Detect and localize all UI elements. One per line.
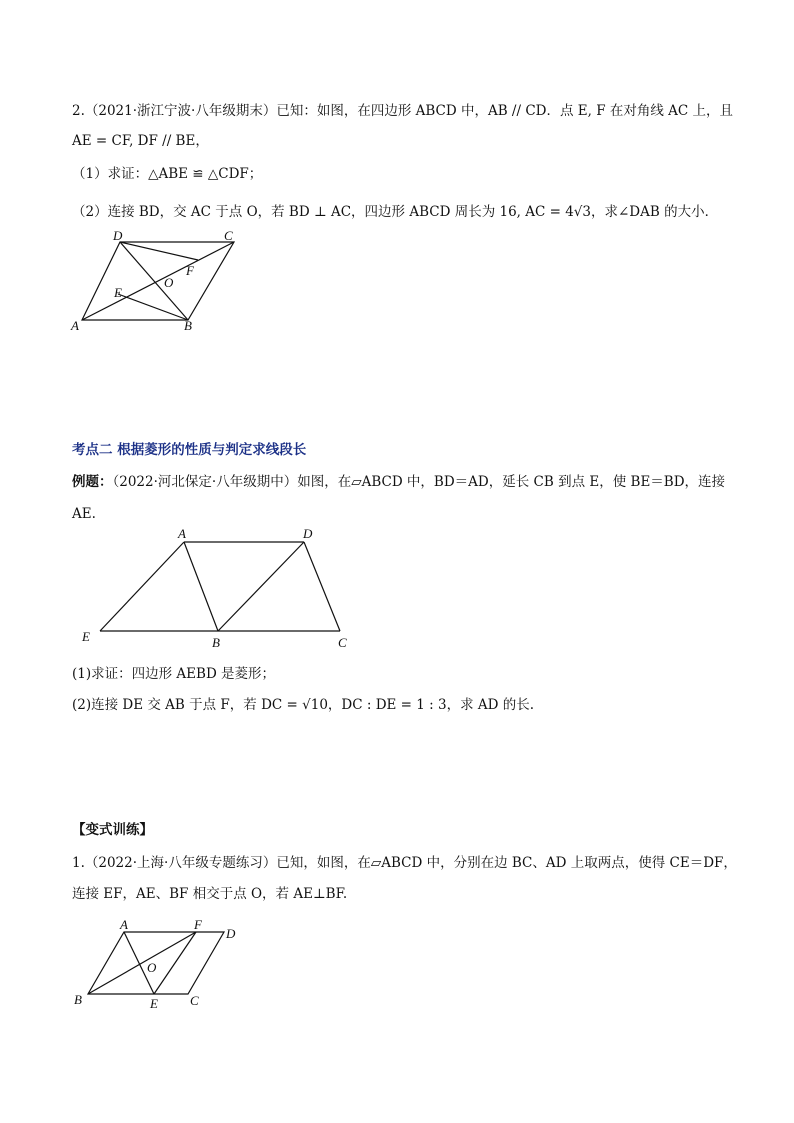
figure2-label-c: C (338, 635, 347, 650)
figure1-label-f: F (186, 263, 194, 278)
figure2-label-a: A (178, 528, 186, 541)
figure2-label-b: B (212, 635, 220, 650)
figure1-diagonal-bd (120, 242, 188, 320)
figure1-label-b: B (184, 318, 192, 333)
example-line2: AE. (72, 506, 96, 522)
figure1-label-o: O (164, 275, 174, 290)
figure2-line-ea (100, 542, 184, 631)
figure2-line-dc (304, 542, 340, 631)
figure2-label-e: E (82, 629, 90, 644)
figure3-label-c: C (190, 993, 199, 1008)
figure3-label-o: O (147, 960, 157, 975)
example-text: （2022·河北保定·八年级期中）如图，在▱ABCD 中，BD＝AD，延长 CB 到点 E，使 BE＝BD，连接 (112, 474, 726, 490)
problem2-line1: 2.（2021·浙江宁波·八年级期末）已知：如图，在四边形 ABCD 中，AB // CD．点 E, F 在对角线 AC 上，且 (72, 103, 734, 119)
figure1-label-a: A (71, 318, 79, 333)
figure3-label-d: D (226, 926, 236, 941)
figure1-label-d: D (113, 230, 123, 243)
figure1-label-c: C (224, 230, 233, 243)
figure3-label-e: E (150, 996, 158, 1011)
example-line1 (72, 472, 725, 492)
problem2-part2: （2）连接 BD，交 AC 于点 O，若 BD ⊥ AC，四边形 ABCD 周长为 16, AC = 4√3，求∠DAB 的大小． (72, 204, 719, 220)
figure1-label-e: E (114, 285, 122, 300)
figure3-line-bf (88, 932, 196, 994)
figure2-line-bd (218, 542, 304, 631)
problem2-part1: （1）求证：△ABE ≌ △CDF； (72, 166, 263, 182)
example-q2: (2)连接 DE 交 AB 于点 F，若 DC = √10，DC : DE = 1 : 3，求 AD 的长. (72, 697, 535, 713)
figure2-line-ab (184, 542, 218, 631)
example-label: 例题： (72, 474, 113, 490)
practice-line1: 1.（2022·上海·八年级专题练习）已知，如图，在▱ABCD 中，分别在边 BC、AD 上取两点，使得 CE＝DF， (72, 855, 737, 871)
problem2-line2: AE = CF, DF // BE， (72, 133, 209, 149)
figure1-segment-df (120, 242, 198, 260)
figure1-segment-be (118, 294, 188, 320)
figure2-label-d: D (303, 528, 313, 541)
figure-parallelogram-practice (70, 912, 250, 1012)
figure-rhombus-aebd (78, 528, 368, 653)
figure3-label-f: F (194, 917, 202, 932)
figure3-label-b: B (74, 992, 82, 1007)
example-q1: (1)求证：四边形 AEBD 是菱形； (72, 666, 276, 682)
practice-heading: 【变式训练】 (72, 822, 153, 838)
practice-line2: 连接 EF，AE、BF 相交于点 O，若 AE⊥BF. (72, 886, 348, 902)
figure3-label-a: A (120, 917, 128, 932)
figure-quadrilateral-abcd (68, 230, 248, 335)
section2-heading: 考点二 根据菱形的性质与判定求线段长 (72, 442, 307, 458)
figure3-line-ef (154, 932, 196, 994)
